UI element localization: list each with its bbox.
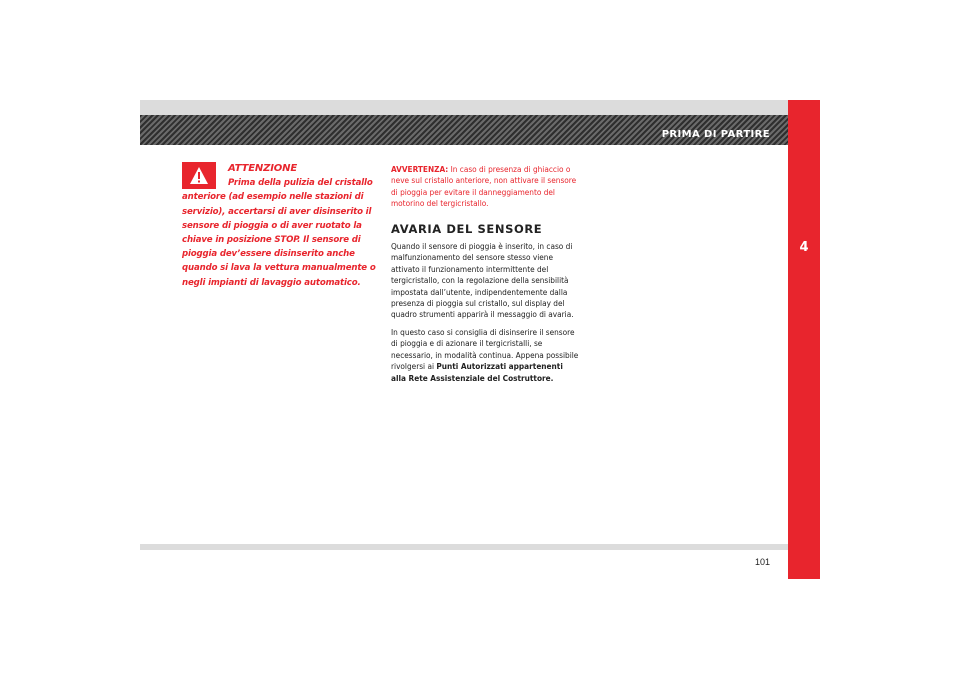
warning-triangle-icon [182,162,216,189]
warning-block [182,162,378,290]
header-band [140,115,788,145]
section-paragraph-2-bold: Punti Autorizzati appartenenti alla Rete Assistenziale del Costruttore. [391,361,563,383]
header-title: PRIMA DI PARTIRE [661,129,770,140]
avvertenza-note [391,164,579,210]
chapter-tab [788,100,820,579]
warning-text: Prima della pulizia del cristallo anteriore (ad esempio nelle stazioni di servizio), accertarsi di aver disinserito il sensore di pioggia o di aver ruotato la chiave in posizione STOP. Il sensore di pioggia dev’essere disinserito anche quando si lava la vettura manualmente o negli impianti di lavaggio automatico. [182,178,376,288]
chapter-number: 4 [799,240,809,255]
page-number: 101 [754,557,770,567]
section-title: AVARIA DEL SENSORE [391,221,543,236]
avvertenza-label: AVVERTENZA: [391,164,449,174]
top-grey-bar [140,100,788,115]
warning-title: ATTENZIONE [228,163,298,174]
avvertenza-text: In caso di presenza di ghiaccio o neve sul cristallo anteriore, non attivare il sensore di pioggia per evitare il danneggiamento del motorino del tergicristallo. [391,164,577,209]
content-column [391,164,579,390]
section-paragraph-2 [391,327,579,384]
section-paragraph-2-text: In questo caso si consiglia di disinserire il sensore di pioggia e di azionare il tergicristalli, se necessario, in modalità continua. Appena possibile rivolgersi ai [391,326,579,372]
bottom-grey-bar [140,544,788,550]
section-paragraph-1: Quando il sensore di pioggia è inserito, in caso di malfunzionamento del sensore stesso viene attivato il funzionamento intermittente del tergicristallo, con la regolazione della sensibilità impostata dall’utente, indipendentemente dalla presenza di pioggia sul cristallo, sul display del quadro strumenti apparirà il messaggio di avaria. [391,241,574,320]
